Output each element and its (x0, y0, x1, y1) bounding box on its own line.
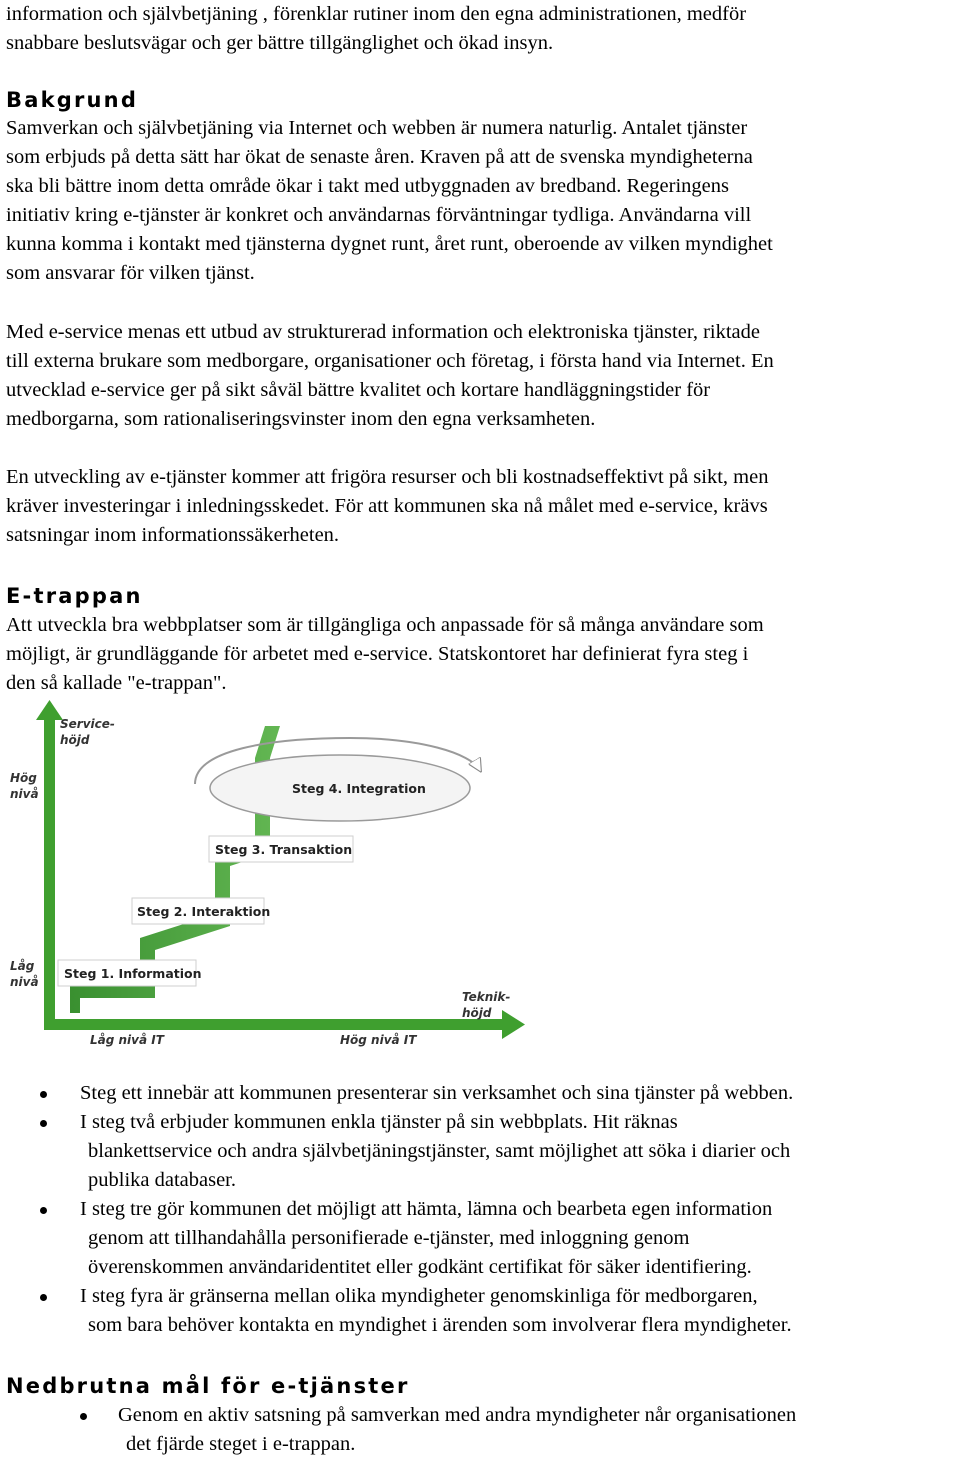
text-line: publika databaser. (88, 1169, 237, 1191)
text-line: snabbare beslutsvägar och ger bättre tillgänglighet och ökad insyn. (6, 32, 554, 54)
text-line: möjligt, är grundläggande för arbetet med e-service. Statskontoret har definierat fyra steg i (6, 643, 749, 665)
step-2-box (132, 898, 270, 924)
step-2-label: Steg 2. Interaktion (137, 904, 271, 919)
text-line: information och självbetjäning , förenklar rutiner inom den egna administrationen, medför (6, 3, 747, 25)
step-4-label: Steg 4. Integration (292, 781, 426, 796)
text-line: till externa brukare som medborgare, organisationer och företag, i första hand via Internet. En (6, 350, 774, 372)
text-line: det fjärde steget i e-trappan. (126, 1433, 356, 1455)
bullet-icon (40, 1091, 47, 1098)
text-line: som bara behöver kontakta en myndighet i ärenden som involverar flera myndigheter. (88, 1314, 792, 1336)
etrappan-diagram-svg (0, 698, 530, 1058)
step-3-box (209, 836, 353, 862)
low-level-label: Låg (10, 959, 35, 973)
list-item (0, 1079, 960, 1108)
bullet-icon (40, 1294, 47, 1301)
utveckling-paragraph (6, 463, 954, 550)
text-line: Steg ett innebär att kommunen presenterar sin verksamhet och sina tjänster på webben. (80, 1082, 794, 1104)
section-heading-nedbrutna: Nedbrutna mål för e-tjänster (6, 1374, 410, 1398)
text-line: I steg tre gör kommunen det möjligt att hämta, lämna och bearbeta egen information (80, 1198, 773, 1220)
section-heading-bakgrund: Bakgrund (6, 88, 139, 112)
text-line: kunna komma i kontakt med tjänsterna dygnet runt, året runt, oberoende av vilken myndighet (6, 233, 773, 255)
section-heading-etrappan: E-trappan (6, 584, 143, 608)
bakgrund-paragraph (6, 114, 954, 288)
text-line: som erbjuds på detta sätt har ökat de senaste åren. Kraven på att de svenska myndigheterna (6, 146, 753, 168)
y-axis-label: Service- (60, 717, 115, 731)
text-line: utvecklad e-service ger på sikt såväl bättre kvalitet och kortare handläggningstider för (6, 379, 711, 401)
step-4-integration (195, 738, 480, 821)
text-line: satsningar inom informationssäkerheten. (6, 524, 340, 546)
low-it-label: Låg nivå IT (90, 1033, 164, 1047)
step-1-box (58, 960, 202, 986)
x-axis-label: Teknik- (462, 990, 511, 1004)
text-line: medborgarna, som rationaliseringsvinster inom den egna verksamheten. (6, 408, 596, 430)
text-line: Samverkan och självbetjäning via Internet och webben är numera naturlig. Antalet tjänster (6, 117, 748, 139)
list-item (0, 1282, 960, 1340)
bullet-icon (40, 1120, 47, 1127)
text-line: överenskommen användaridentitet eller godkänt certifikat för säker identifiering. (88, 1256, 752, 1278)
text-line: Genom en aktiv satsning på samverkan med andra myndigheter når organisationen (118, 1404, 797, 1426)
high-it-label: Hög nivå IT (340, 1033, 417, 1047)
x-axis-label-2: höjd (462, 1006, 492, 1020)
text-line: kräver investeringar i inledningsskedet. För att kommunen ska nå målet med e-service, krävs (6, 495, 768, 517)
eservice-paragraph (6, 318, 954, 434)
step-3-label: Steg 3. Transaktion (215, 842, 353, 857)
etrappan-paragraph (6, 611, 954, 698)
text-line: som ansvarar för vilken tjänst. (6, 262, 255, 284)
high-level-label-2: nivå (10, 787, 39, 801)
text-line: initiativ kring e-tjänster är konkret och användarnas förväntningar tydliga. Användarna vill (6, 204, 752, 226)
text-line: genom att tillhandahålla personifierade e-tjänster, med inloggning genom (88, 1227, 690, 1249)
step-1-label: Steg 1. Information (64, 966, 202, 981)
bullet-icon (80, 1413, 87, 1420)
low-level-label-2: nivå (10, 975, 39, 989)
text-line: Att utveckla bra webbplatser som är tillgängliga och anpassade för så många användare som (6, 614, 764, 636)
text-line: den så kallade "e-trappan". (6, 672, 227, 694)
bullet-icon (40, 1207, 47, 1214)
text-line: I steg fyra är gränserna mellan olika myndigheter genomskinliga för medborgaren, (80, 1285, 758, 1307)
text-line: ska bli bättre inom detta område ökar i takt med utbyggnaden av bredband. Regeringens (6, 175, 729, 197)
text-line: Med e-service menas ett utbud av strukturerad information och elektroniska tjänster, riktade (6, 321, 761, 343)
text-line: I steg två erbjuder kommunen enkla tjänster på sin webbplats. Hit räknas (80, 1111, 678, 1133)
list-item (0, 1108, 960, 1195)
high-level-label: Hög (10, 771, 37, 785)
intro-paragraph (6, 0, 954, 58)
list-item (0, 1195, 960, 1282)
etrappan-diagram (0, 698, 530, 1058)
list-item (0, 1401, 960, 1459)
y-axis-label-2: höjd (60, 733, 90, 747)
text-line: En utveckling av e-tjänster kommer att frigöra resurser och bli kostnadseffektivt på sikt, men (6, 466, 769, 488)
steps-list (0, 1079, 960, 1340)
nedbrutna-list (0, 1401, 960, 1459)
text-line: blankettservice och andra självbetjäningstjänster, samt möjlighet att söka i diarier och (88, 1140, 791, 1162)
